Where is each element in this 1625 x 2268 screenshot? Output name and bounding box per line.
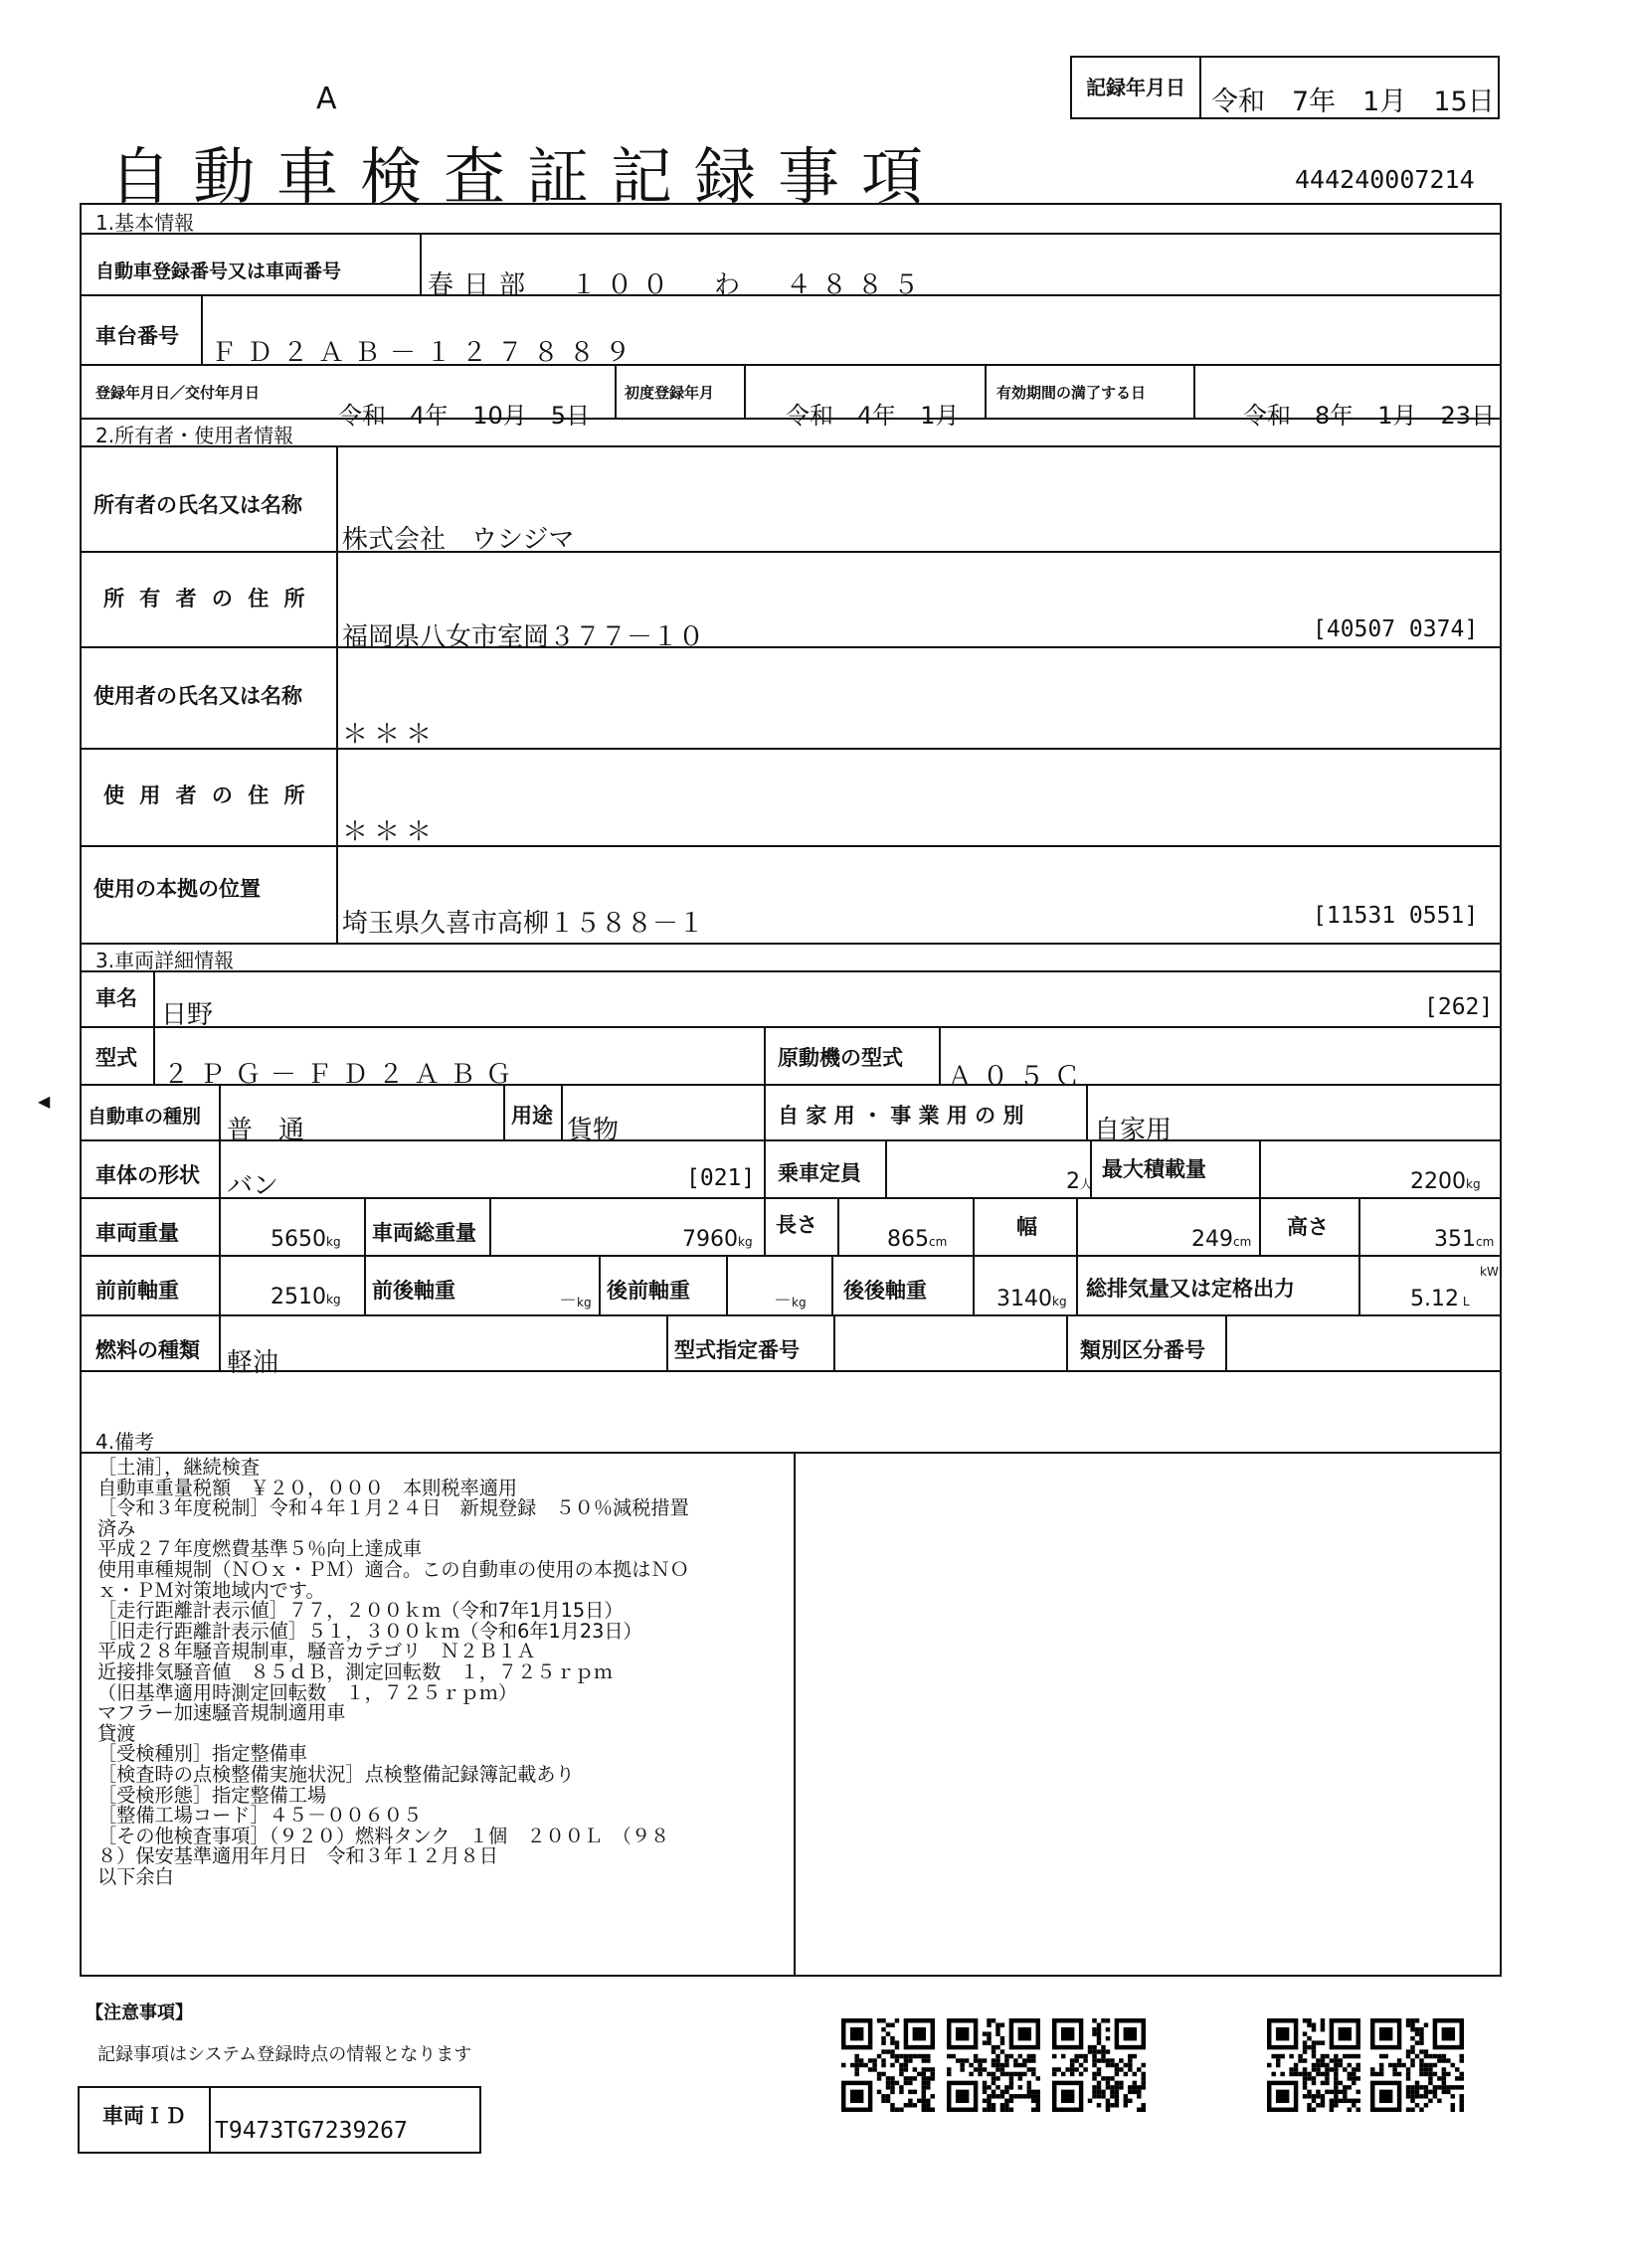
reg-date-label: 登録年月日／交付年月日 bbox=[95, 384, 261, 402]
owner-address-label: 所 有 者 の 住 所 bbox=[103, 587, 309, 611]
vehicle-id-value: T9473TG7239267 bbox=[215, 2118, 408, 2144]
length-label: 長さ bbox=[776, 1213, 817, 1237]
remarks-line: ｘ・ＰＭ対策地域内です。 bbox=[97, 1578, 325, 1602]
front-rear-axle-value: －kg bbox=[559, 1291, 592, 1311]
private-business-value: 自家用 bbox=[1094, 1116, 1173, 1145]
vehicle-id-label: 車両ＩＤ bbox=[80, 2088, 211, 2152]
remarks-line: ［令和３年度税制］令和４年１月２４日 新規登録 ５０％減税措置 bbox=[97, 1496, 689, 1520]
remarks-line: ［検査時の点検整備実施状況］点検整備記録簿記載あり bbox=[97, 1762, 575, 1786]
page-letter: A bbox=[316, 82, 337, 116]
remarks-line: ［受検種別］指定整備車 bbox=[97, 1742, 308, 1766]
caution-text: 記録事項はシステム登録時点の情報となります bbox=[97, 2044, 472, 2065]
engine-value: Ａ０５Ｃ bbox=[947, 1062, 1091, 1092]
fuel-type-value: 軽油 bbox=[227, 1348, 279, 1378]
base-location-label: 使用の本拠の位置 bbox=[93, 877, 261, 901]
capacity-label: 乗車定員 bbox=[778, 1161, 861, 1185]
vehicle-kind-value: 普 通 bbox=[227, 1116, 305, 1145]
use-label: 用途 bbox=[511, 1104, 553, 1128]
rear-rear-axle-label: 後後軸重 bbox=[843, 1279, 927, 1303]
displacement-label: 総排気量又は定格出力 bbox=[1086, 1277, 1295, 1301]
front-front-axle-value: 2510kg bbox=[271, 1285, 341, 1309]
remarks-text bbox=[97, 1458, 853, 1887]
remarks-line: ［走行距離計表示値］７７，２００ｋｍ（令和7年1月15日） bbox=[97, 1599, 624, 1623]
class-number-label: 類別区分番号 bbox=[1080, 1338, 1205, 1362]
remarks-line: ［その他検査事項］（９２０）燃料タンク １個 ２００Ｌ （９８ bbox=[97, 1824, 670, 1847]
first-reg-value: 令和 4年 1月 bbox=[786, 402, 960, 430]
section-1-heading: 1.基本情報 bbox=[95, 211, 195, 235]
vehicle-kind-label: 自動車の種別 bbox=[88, 1106, 202, 1128]
qr-code-icon bbox=[1052, 2018, 1146, 2112]
caution-title: 【注意事項】 bbox=[86, 2003, 193, 2023]
front-rear-axle-label: 前後軸重 bbox=[372, 1279, 455, 1303]
section-4-heading: 4.備考 bbox=[95, 1430, 155, 1454]
triangle-marker-icon: ◀ bbox=[38, 1092, 51, 1111]
expiry-label: 有効期間の満了する日 bbox=[996, 384, 1147, 402]
owner-address-code: [40507 0374] bbox=[1313, 616, 1479, 642]
body-shape-code: [021] bbox=[686, 1165, 756, 1191]
remarks-line: ［受検形態］指定整備工場 bbox=[97, 1783, 327, 1807]
displacement-value: 5.12 L bbox=[1410, 1287, 1470, 1311]
max-load-label: 最大積載量 bbox=[1102, 1157, 1206, 1181]
record-date-label: 記録年月日 bbox=[1072, 58, 1201, 117]
reg-number-label: 自動車登録番号又は車両番号 bbox=[95, 261, 342, 282]
owner-address-value: 福岡県八女市室岡３７７－１０ bbox=[342, 622, 705, 652]
qr-code-icon bbox=[1370, 2018, 1464, 2112]
car-name-label: 車名 bbox=[95, 986, 137, 1010]
remarks-line: ８）保安基準適用年月日 令和３年１２月８日 bbox=[97, 1844, 498, 1868]
model-label: 型式 bbox=[95, 1046, 137, 1070]
gross-weight-value: 7960kg bbox=[682, 1227, 753, 1252]
document-title: 自動車検査証記録事項 bbox=[109, 140, 946, 213]
reg-number-value: 春日部 １００ わ ４８８５ bbox=[428, 270, 930, 300]
owner-name-label: 所有者の氏名又は名称 bbox=[93, 493, 302, 517]
body-shape-value: バン bbox=[227, 1171, 279, 1201]
max-load-value: 2200kg bbox=[1410, 1169, 1481, 1194]
owner-name-value: 株式会社 ウシジマ bbox=[342, 525, 575, 555]
car-name-code: [262] bbox=[1424, 994, 1494, 1020]
section-2-heading: 2.所有者・使用者情報 bbox=[95, 424, 294, 447]
use-value: 貨物 bbox=[567, 1116, 620, 1145]
vehicle-id-box bbox=[78, 2086, 481, 2154]
kw-unit: kW bbox=[1480, 1265, 1499, 1279]
record-date-box bbox=[1070, 56, 1500, 119]
gross-weight-label: 車両総重量 bbox=[372, 1221, 476, 1245]
record-form bbox=[80, 203, 1502, 1977]
vehicle-weight-value: 5650kg bbox=[271, 1227, 341, 1252]
base-location-code: [11531 0551] bbox=[1313, 903, 1479, 929]
vehicle-weight-label: 車両重量 bbox=[95, 1221, 179, 1245]
remarks-line: 済み bbox=[97, 1516, 136, 1540]
user-address-value: ＊＊＊ bbox=[342, 817, 439, 847]
base-location-value: 埼玉県久喜市高柳１５８８－１ bbox=[342, 909, 705, 939]
capacity-value: 2人 bbox=[1066, 1169, 1093, 1194]
remarks-line: ［整備工場コード］４５－００６０５ bbox=[97, 1804, 423, 1828]
user-name-label: 使用者の氏名又は名称 bbox=[93, 684, 302, 708]
remarks-line: 使用車種規制（ＮＯｘ・ＰＭ）適合。この自動車の使用の本拠はＮＯ bbox=[97, 1557, 689, 1581]
qr-code-icon bbox=[841, 2018, 935, 2112]
qr-code-icon bbox=[947, 2018, 1040, 2112]
remarks-line: 自動車重量税額 ￥２０，０００ 本則税率適用 bbox=[97, 1476, 518, 1499]
expiry-value: 令和 8年 1月 23日 bbox=[1243, 402, 1496, 430]
document-number: 444240007214 bbox=[1295, 165, 1475, 194]
qr-code-icon bbox=[1267, 2018, 1360, 2112]
type-approval-label: 型式指定番号 bbox=[674, 1338, 800, 1362]
rear-front-axle-value: －kg bbox=[774, 1291, 807, 1311]
remarks-line: マフラー加速騒音規制適用車 bbox=[97, 1701, 346, 1725]
engine-label: 原動機の型式 bbox=[778, 1046, 903, 1070]
remarks-line: 以下余白 bbox=[97, 1864, 174, 1888]
width-value: 249cm bbox=[1191, 1227, 1252, 1252]
model-value: ２ＰＧ－ＦＤ２ＡＢＧ bbox=[163, 1060, 522, 1090]
remarks-line: ［土浦］，継続検査 bbox=[97, 1456, 261, 1479]
section-3-heading: 3.車両詳細情報 bbox=[95, 949, 235, 972]
fuel-type-label: 燃料の種類 bbox=[95, 1338, 200, 1362]
car-name-value: 日野 bbox=[161, 1000, 214, 1030]
remarks-line: ［旧走行距離計表示値］５１，３００ｋｍ（令和6年1月23日） bbox=[97, 1619, 642, 1643]
remarks-line: 平成２８年騒音規制車，騒音カテゴリ Ｎ２Ｂ１Ａ bbox=[97, 1640, 536, 1663]
remarks-line: （旧基準適用時測定回転数 １，７２５ｒｐｍ） bbox=[97, 1680, 518, 1704]
rear-rear-axle-value: 3140kg bbox=[996, 1287, 1067, 1311]
remarks-line: 貸渡 bbox=[97, 1721, 136, 1745]
body-shape-label: 車体の形状 bbox=[95, 1163, 200, 1187]
record-date-value: 令和 7年 1月 15日 bbox=[1211, 87, 1495, 117]
user-address-label: 使 用 者 の 住 所 bbox=[103, 784, 309, 807]
rear-front-axle-label: 後前軸重 bbox=[607, 1279, 690, 1303]
height-value: 351cm bbox=[1434, 1227, 1495, 1252]
remarks-line: 近接排気騒音値 ８５ｄＢ，測定回転数 １，７２５ｒｐｍ bbox=[97, 1659, 614, 1683]
front-front-axle-label: 前前軸重 bbox=[95, 1279, 179, 1303]
reg-date-value: 令和 4年 10月 5日 bbox=[338, 402, 591, 430]
remarks-line: 平成２７年度燃費基準５％向上達成車 bbox=[97, 1537, 423, 1561]
private-business-label: 自 家 用 ・ 事 業 用 の 別 bbox=[778, 1104, 1024, 1128]
width-label: 幅 bbox=[1016, 1215, 1037, 1239]
length-value: 865cm bbox=[887, 1227, 948, 1252]
height-label: 高さ bbox=[1287, 1215, 1329, 1239]
chassis-value: ＦＤ２ＡＢ－１２７８８９ bbox=[211, 338, 641, 368]
first-reg-label: 初度登録年月 bbox=[625, 384, 715, 402]
chassis-label: 車台番号 bbox=[95, 324, 179, 348]
user-name-value: ＊＊＊ bbox=[342, 720, 439, 750]
